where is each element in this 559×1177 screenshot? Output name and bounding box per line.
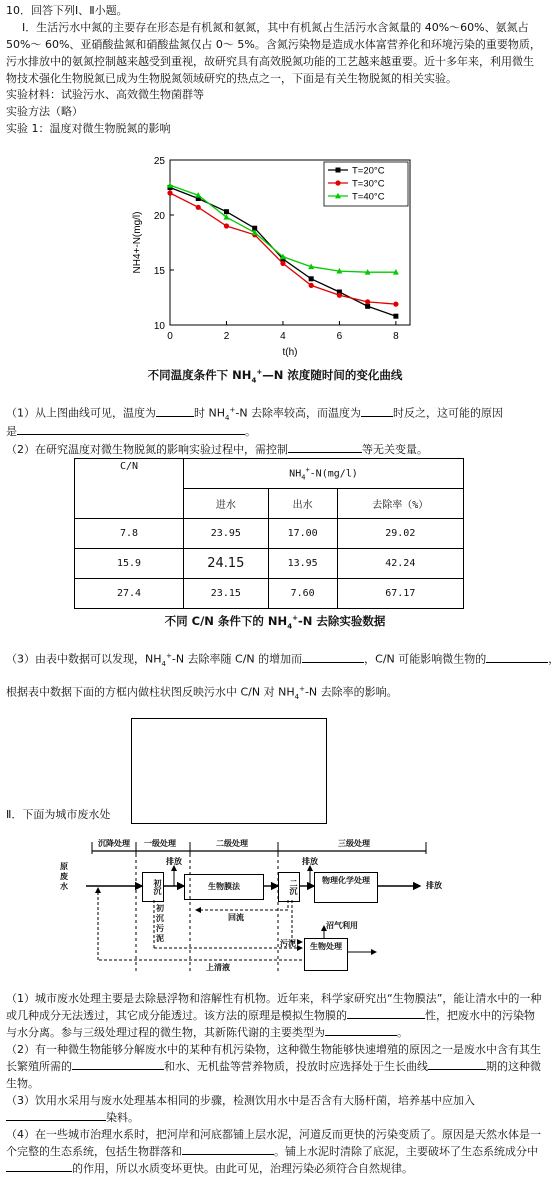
series-line-1	[170, 188, 396, 317]
materials-line: 实验材料：试验污水、高效微生物菌群等	[6, 88, 204, 101]
x-tick-label: 2	[223, 331, 230, 342]
header-inflow: 进水	[184, 489, 269, 519]
bio-membrane-box: 生物膜法	[184, 874, 264, 900]
data-point	[224, 223, 229, 228]
part2-heading: Ⅱ．下面为城市废水处	[6, 808, 111, 821]
chart-legend	[324, 162, 408, 206]
answer-blank-p2b[interactable]	[428, 1058, 486, 1070]
legend-label: T=30°C	[352, 178, 385, 190]
cell-outflow: 13.95	[268, 549, 337, 579]
y-tick-label: 20	[153, 211, 165, 222]
data-point	[309, 276, 314, 281]
x-tick-label: 4	[280, 331, 286, 342]
primary-sludge-label: 初沉污泥	[156, 904, 164, 943]
table-row	[75, 519, 464, 549]
cn-data-table	[74, 458, 464, 609]
data-point	[224, 209, 229, 214]
temperature-line-chart	[110, 148, 430, 358]
y-tick-label: 15	[153, 266, 165, 277]
chart-caption: 不同温度条件下 $NH_4^+—N$ 浓度随时间的变化曲线	[147, 368, 403, 385]
data-point	[393, 314, 398, 319]
question-3: （3）由表中数据可以发现，$NH_4^+-N$ 去除率随 C/N 的增加而 ，C/N 可能影响微生物的 ，	[6, 652, 559, 668]
data-point	[337, 293, 342, 298]
intro-paragraph: Ⅰ．生活污水中氮的主要存在形态是有机氮和氨氮，其中有机氮占生活污水含氮量的 40%～60%、氨氮占 50%～ 60%、亚硝酸盐氮和硝酸盐氮仅占 0～ 5%。含氮污染物是造成水体富营养化和环境污染的重要物质，污水排放中的氨氮控制越来越受到重视，故研究具有高效脱氮功能的工艺越来越重要。近十多年来，利用微生物技术强化生物脱氮已成为生物脱氮领域研究的热点之一，下面是有关生物脱氮的相关实验。	[6, 21, 541, 85]
cell-inflow: 24.15	[184, 549, 269, 579]
legend-label: T=40°C	[352, 191, 385, 203]
primary-clarifier-box: 初沉	[142, 872, 164, 902]
cell-cn: 15.9	[75, 549, 184, 579]
stage-tertiary: 三级处理	[338, 839, 370, 848]
part2-question-4: （4）在一些城市治理水系时，把河岸和河底都铺上层水泥，河道反而更快的污染变质了。原因是天然水体是一个完整的生态系统，包括生物群落和 。铺上水泥时清除了底泥，主要破坏了生态系统成分中的作用，所以水质变坏更快。由此可见，治理污染必须符合自然规律。	[6, 1128, 541, 1175]
stage-sedimentation: 沉降处理	[98, 839, 130, 848]
return-label: 回流	[228, 913, 244, 922]
table-caption: 不同 C/N 条件下的 $NH_4^+-N$ 去除实验数据	[164, 614, 386, 631]
x-tick-label: 6	[336, 331, 343, 342]
cell-outflow: 17.00	[268, 519, 337, 549]
series-line-2	[170, 193, 396, 304]
answer-blank-p4b[interactable]	[6, 1160, 72, 1172]
table-row	[75, 579, 464, 609]
discharge-label-1: 排放	[166, 857, 182, 866]
x-tick-label: 0	[167, 331, 173, 342]
supernatant-label: 上清液	[206, 963, 230, 972]
cell-rate: 29.02	[337, 519, 463, 549]
table-row	[75, 549, 464, 579]
data-point	[393, 302, 398, 307]
data-point	[167, 190, 172, 195]
cell-inflow: 23.15	[184, 579, 269, 609]
answer-blank-1a[interactable]	[156, 405, 194, 417]
y-tick-label: 25	[153, 156, 165, 167]
inflow-label: 原废水	[60, 862, 68, 891]
sludge-label: 污泥	[280, 939, 296, 948]
bio-treatment-box: 生物处理	[304, 938, 348, 971]
flow-lines	[56, 838, 466, 972]
answer-blank-p4a[interactable]	[182, 1143, 274, 1155]
answer-blank-p1a[interactable]	[347, 1007, 425, 1019]
question-3-cont: 根据表中数据下面的方框内做柱状图反映污水中 C/N 对 $NH_4^+-N$ 去除率的影响。	[6, 685, 398, 701]
header-cn: C/N	[75, 459, 184, 519]
legend-marker	[336, 168, 341, 173]
legend-label: T=20°C	[352, 165, 385, 177]
cell-inflow: 23.95	[184, 519, 269, 549]
answer-blank-2[interactable]	[288, 441, 362, 453]
discharge-label-3: 排放	[426, 881, 442, 890]
part2-question-3: （3）饮用水采用与废水处理基本相同的步骤，检测饮用水中是否含有大肠杆菌，培养基中应加入染料。	[6, 1094, 475, 1124]
stage-primary: 一级处理	[144, 839, 176, 848]
x-tick-label: 8	[393, 331, 399, 342]
discharge-label-2: 排放	[302, 857, 318, 866]
header-nh: $NH_4^+-N(mg/l)$	[184, 459, 464, 489]
part2-question-2: （2）有一种微生物能够分解废水中的某种有机污染物，这种微生物能够快速增殖的原因之一是废水中含有其生长繁殖所需的 和水、无机盐等营养物质，投放时应选择处于生长曲线 期的这种微生物。	[6, 1043, 541, 1090]
data-point	[280, 261, 285, 266]
wastewater-flow-diagram	[56, 838, 466, 972]
answer-blank-1b[interactable]	[361, 405, 393, 417]
answer-blank-p3[interactable]	[6, 1109, 106, 1121]
answer-blank-p2a[interactable]	[72, 1058, 164, 1070]
bar-chart-answer-box[interactable]	[131, 718, 327, 824]
chart-series	[167, 182, 399, 319]
answer-blank-3b[interactable]	[486, 651, 548, 663]
physchem-box: 物理化学处理	[314, 872, 378, 903]
data-point	[309, 283, 314, 288]
stage-secondary: 二级处理	[216, 839, 248, 848]
question-1-cont: 是 。	[6, 425, 256, 438]
experiment1-title: 实验 1：温度对微生物脱氮的影响	[6, 122, 171, 135]
question-number: 10．回答下列Ⅰ、Ⅱ小题。	[6, 4, 128, 17]
x-axis-label: t(h)	[282, 347, 298, 358]
method-line: 实验方法（略）	[6, 105, 83, 118]
header-removal-rate: 去除率（%）	[337, 489, 463, 519]
biogas-label: 沼气利用	[326, 921, 358, 930]
cell-cn: 7.8	[75, 519, 184, 549]
cell-outflow: 7.60	[268, 579, 337, 609]
y-axis-label: NH4+-N(mg/l)	[132, 211, 143, 274]
answer-blank-3a[interactable]	[302, 651, 364, 663]
legend-marker	[335, 180, 340, 185]
y-tick-label: 10	[153, 321, 165, 332]
secondary-clarifier-box: 二沉	[278, 872, 300, 902]
answer-blank-p1b[interactable]	[325, 1024, 397, 1036]
cell-rate: 42.24	[337, 549, 463, 579]
data-point	[365, 299, 370, 304]
header-outflow: 出水	[268, 489, 337, 519]
question-1: （1）从上图曲线可见，温度为 时 $NH_4^+-N$ 去除率较高，而温度为 时反之，这可能的原因	[6, 406, 504, 422]
question-2: （2）在研究温度对微生物脱氮的影响实验过程中，需控制 等无关变量。	[6, 443, 428, 456]
cell-cn: 27.4	[75, 579, 184, 609]
data-point	[167, 182, 173, 188]
data-point	[365, 304, 370, 309]
cell-rate: 67.17	[337, 579, 463, 609]
answer-blank-1c[interactable]	[17, 423, 245, 435]
part2-question-1: （1）城市废水处理主要是去除悬浮物和溶解性有机物。近年来，科学家研究出“生物膜法”，能让清水中的一种或几种成分无法透过，其它成分能透过。该方法的原理是模拟生物膜的 性，把废水中的污染物与水分离。参与三级处理过程的微生物，其新陈代谢的主要类型为 。	[6, 992, 542, 1039]
data-point	[196, 205, 201, 210]
